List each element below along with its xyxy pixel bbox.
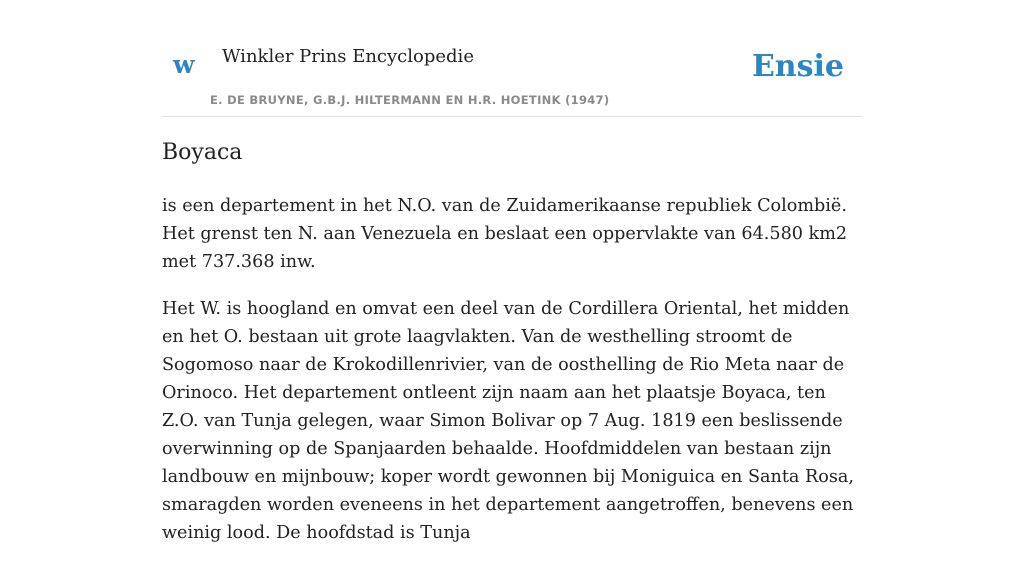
encyclopedia-logo[interactable]: w bbox=[173, 50, 195, 79]
article-paragraph: is een departement in het N.O. van de Zuidamerikaanse republiek Colombië. Het grenst ten N. aan Venezuela en beslaat een oppervlakte van 64.580 km2 met 737.368 inw. bbox=[162, 196, 848, 272]
site-header bbox=[162, 40, 862, 117]
publication-title[interactable]: Winkler Prins Encyclopedie bbox=[222, 46, 474, 67]
article-paragraph: Het W. is hoogland en omvat een deel van de Cordillera Oriental, het midden en het O. bestaan uit grote laagvlakten. Van de westhelling stroomt de Sogomoso naar de Krokodillenrivier, van de oosthelling de Rio Meta naar de Orinoco. Het departement ontleent zijn naam aan het plaatsje Boyaca, ten Z.O. van Tunja gelegen, waar Simon Bolivar op 7 Aug. 1819 een beslissende overwinning op de Spanjaarden behaalde. Hoofdmiddelen van bestaan zijn landbouw en mijnbouw; koper wordt gewonnen bij Moniguica en Santa Rosa, smaragden worden eveneens in het departement aangetroffen, benevens een weinig lood. De hoofdstad is Tunja bbox=[162, 299, 854, 543]
ensie-brand-logo[interactable]: Ensie bbox=[751, 49, 844, 84]
publication-authors: E. DE BRUYNE, G.B.J. HILTERMANN EN H.R. HOETINK (1947) bbox=[210, 93, 610, 107]
article-title: Boyaca bbox=[162, 140, 243, 165]
article-body bbox=[162, 192, 862, 566]
